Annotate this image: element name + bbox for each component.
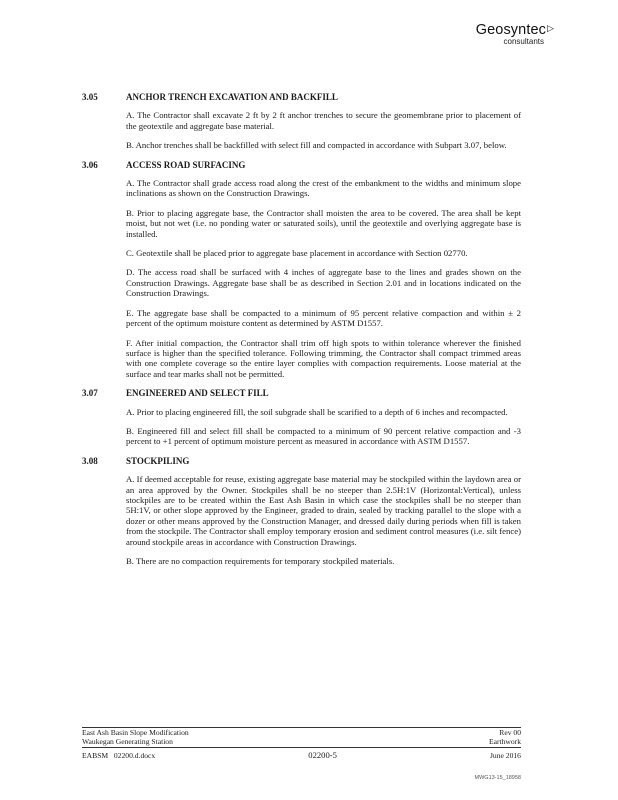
- logo-triangle-icon: ▷: [546, 23, 554, 33]
- footer-file-name: 02200.d.docx: [113, 751, 156, 761]
- paragraph: F. After initial compaction, the Contractor shall trim off high spots to within tolerance wherever the finished surface is higher than the specified tolerance. Following trimming, the Contractor shall compact trimmed areas with one complete coverage so the entire layer complies with compaction requirements. Loose material at the surface and tear marks shall not be permitted.: [126, 337, 521, 379]
- section-title: ANCHOR TRENCH EXCAVATION AND BACKFILL: [126, 92, 338, 102]
- document-id-stamp: MWG13-15_18958: [474, 775, 521, 781]
- paragraph: A. If deemed acceptable for reuse, existing aggregate base material may be stockpiled within the laydown area or an area approved by the Owner. Stockpiles shall be no steeper than 2.5H:1V (Horizontal:Vertical), unless stockpiles are to be created within the East Ash Basin in which case the stockpiles shall be no steeper than 5H:1V, or other slope approved by the Engineer, graded to drain, sealed by tracking parallel to the slope with a dozer or other means approved by the Construction Manager, and dressed daily during periods when fill is taken from the stockpile. The Contractor shall employ temporary erosion and sediment control measures (i.e. silt fence) around stockpile areas in accordance with Construction Drawings.: [126, 474, 521, 547]
- footer-row: [82, 737, 521, 748]
- logo-subtitle: consultants: [503, 37, 544, 46]
- paragraph: A. The Contractor shall excavate 2 ft by 2 ft anchor trenches to secure the geomembrane prior to placement of the geotextile and aggregate base material.: [126, 110, 521, 131]
- paragraph: C. Geotextile shall be placed prior to aggregate base placement in accordance with Section 02770.: [126, 248, 468, 259]
- footer-station: Waukegan Generating Station: [82, 737, 173, 747]
- section-heading: [82, 388, 521, 398]
- section-3-08: [82, 456, 521, 567]
- footer-row: [82, 728, 521, 737]
- section-3-06: [82, 160, 521, 380]
- footer-row: [82, 751, 521, 760]
- section-number: 3.08: [82, 455, 98, 466]
- footer-category: Earthwork: [488, 737, 521, 747]
- paragraph: B. Anchor trenches shall be backfilled with select fill and compacted in accordance with Subpart 3.07, below.: [126, 140, 507, 151]
- paragraph: B. Engineered fill and select fill shall be compacted to a minimum of 90 percent relative compaction and -3 percent to +1 percent of optimum moisture percent as measured in accordance with ASTM D1557.: [126, 425, 521, 447]
- footer-date: June 2016: [489, 751, 521, 761]
- paragraph: B. There are no compaction requirements for temporary stockpiled materials.: [126, 556, 395, 566]
- paragraph: A. Prior to placing engineered fill, the soil subgrade shall be scarified to a depth of 6 inches and recompacted.: [126, 406, 508, 417]
- section-3-07: [82, 388, 521, 447]
- logo-name: Geosyntec▷: [475, 22, 554, 38]
- section-title: STOCKPILING: [126, 455, 190, 466]
- document-body: [82, 92, 521, 575]
- footer-file: [82, 751, 155, 760]
- section-heading: [82, 92, 521, 102]
- paragraph: A. The Contractor shall grade access road along the crest of the embankment to the widths and minimum slope inclinations as shown on the Construction Drawings.: [126, 178, 521, 199]
- paragraph: E. The aggregate base shall be compacted to a minimum of 95 percent relative compaction and within ± 2 percent of the optimum moisture content as determined by ASTM D1557.: [126, 307, 521, 329]
- footer-revision: Rev 00: [499, 728, 521, 737]
- section-number: 3.05: [82, 92, 98, 102]
- footer-project: East Ash Basin Slope Modification: [82, 728, 189, 737]
- footer-doc-code: EABSM: [82, 751, 109, 761]
- section-heading: [82, 456, 521, 466]
- paragraph: B. Prior to placing aggregate base, the Contractor shall moisten the area to be covered. The area shall be kept moist, but not wet (i.e. no ponding water or saturated soils), until the geotextile and overlying aggregate base is installed.: [126, 207, 521, 239]
- section-title: ENGINEERED AND SELECT FILL: [126, 388, 269, 399]
- section-heading: [82, 160, 521, 170]
- section-number: 3.07: [82, 388, 98, 399]
- section-title: ACCESS ROAD SURFACING: [126, 159, 246, 170]
- page-number: 02200-5: [308, 750, 337, 761]
- paragraph: D. The access road shall be surfaced with 4 inches of aggregate base to the lines and grades shown on the Construction Drawings. Aggregate base shall be as described in Section 2.01 and in locations indicated on the Construction Drawings.: [126, 267, 521, 299]
- section-3-05: [82, 92, 521, 151]
- page-footer: [82, 727, 521, 761]
- section-number: 3.06: [82, 159, 98, 170]
- company-logo: [476, 22, 554, 46]
